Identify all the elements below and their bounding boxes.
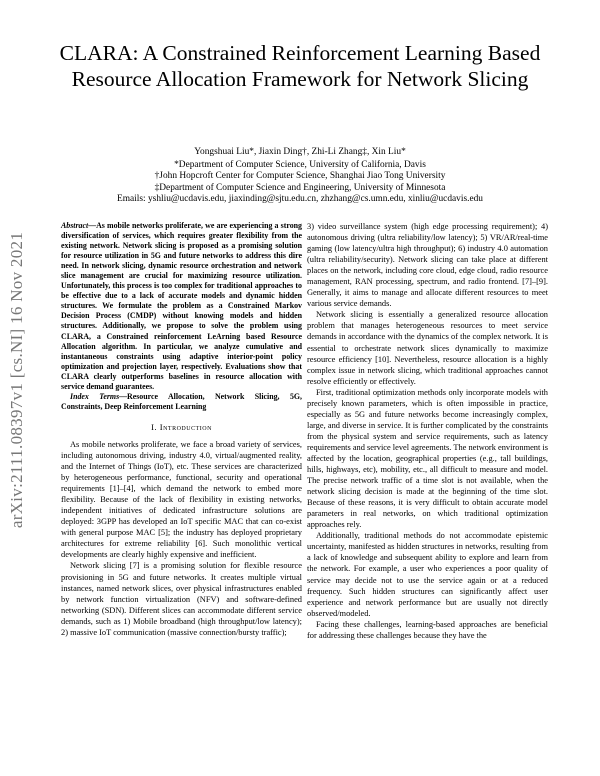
body-paragraph: 3) video surveillance system (high edge processing requirement); 4) autonomous driving (ultra reliability/low latency); 5) VR/AR/real-time gaming (low latency/ultra high throughput); 6) industry 4.0 automation (ultra reliability/security). Network slicing can take place at different places on the network, including core cloud, edge cloud, radio resource management, RAN processing, spectrum, and radio frontend. [7]–[9]. Generally, it aims to manage and allocate different resources to meet various service demands. bbox=[307, 222, 548, 309]
affiliation-1: *Department of Computer Science, University of California, Davis bbox=[174, 159, 426, 170]
paper-title: CLARA: A Constrained Reinforcement Learning Based Resource Allocation Framework for Network Slicing bbox=[59, 41, 541, 91]
body-paragraph: Network slicing [7] is a promising solution for flexible resource provisioning in 5G and future networks. It creates multiple virtual instances, named network slices, over physical infrastructures enabled by network function virtualization (NFV) and software-defined networking (SDN). Different slices can accommodate different service demands, such as 1) Mobile broadband (high throughput/low latency); 2) massive IoT communication (massive connection/bursty traffic); bbox=[61, 561, 302, 637]
abstract-label: Abstract bbox=[61, 221, 89, 230]
section-heading: I. Introduction bbox=[151, 421, 212, 432]
body-paragraph: Facing these challenges, learning-based approaches are beneficial for addressing these challenges because they have the bbox=[307, 619, 548, 640]
affiliation-3: ‡Department of Computer Science and Engineering, University of Minnesota bbox=[154, 182, 446, 193]
right-column bbox=[307, 221, 548, 641]
author-names: Yongshuai Liu*, Jiaxin Ding†, Zhi-Li Zhang‡, Xin Liu* bbox=[194, 147, 406, 157]
affiliation-2: †John Hopcroft Center for Computer Science, Shanghai Jiao Tong University bbox=[154, 171, 446, 182]
left-column bbox=[61, 221, 302, 638]
body-paragraph: First, traditional optimization methods only incorporate models with precisely known parameters, which is often impossible in practice, especially as 5G and future networks become increasingly complex, large, and diverse in service. It is further complicated by the constraints from the physical system and service requirements, such as latency requirements and service level agreements. The network environment is affected by the location, geographical properties (e.g., tall buildings, hills, highways, etc), mobility, etc., all difficult to measure and model. The precise network traffic of a time slot is not available, when the network slicing decision is made at the beginning of the time slot. Because of these reasons, it is very difficult to obtain accurate model parameters in real networks, on which traditional optimization approaches rely. bbox=[307, 387, 549, 530]
author-emails: Emails: yshliu@ucdavis.edu, jiaxinding@sjtu.edu.cn, zhzhang@cs.umn.edu, xinliu@ucdavis.edu bbox=[117, 194, 483, 205]
abstract-text: —As mobile networks proliferate, we are experiencing a strong diversification of services, which requires greater flexibility from the existing network. Network slicing is proposed as a promising solution for resource utilization in 5G and future networks to address this dire need. In network slicing, dynamic resource orchestration and network slice management are crucial for maximizing resource utilization. Unfortunately, this process is too complex for traditional approaches to be effective due to a lack of accurate models and dynamic hidden structures. We formulate the problem as a Constrained Markov Decision Process (CMDP) without knowing models and hidden structures. Additionally, we propose to solve the problem using CLARA, a Constrained reinforcement LeArning based Resource Allocation algorithm. In particular, we analyze cumulative and instantaneous constraints using adaptive interior-point policy optimization and projection layer, respectively. Evaluations show that CLARA clearly outperforms baselines in resource allocation with service demand guarantees. bbox=[61, 221, 302, 391]
arxiv-sidebar bbox=[6, 200, 28, 560]
body-paragraph: Network slicing is essentially a generalized resource allocation problem that manages heterogeneous resources to meet service demands in accordance with the dynamics of the complex network. It is essential to orchestrate network slices dynamically to maximize resource efficiency [10]. Nevertheless, resource allocation is a highly complex issue in network slicing, which traditional approaches cannot resolve efficiently or effectively. bbox=[307, 310, 548, 386]
index-terms-text: —Resource Allocation, Network Slicing, 5G, Constraints, Deep Reinforcement Learning bbox=[61, 391, 302, 411]
body-paragraph: As mobile networks proliferate, we face a broad variety of services, including autonomous driving, industry 4.0, virtual/augmented reality, and the Internet of Things (IoT), etc. These services are characterized by heterogeneous performance, functional, security and operational requirements [1]–[4], which demand the network to embed more flexibility. Because of the lack of flexibility in existing networks, independent initiatives of dedicated infrastructure solutions are deployed: 3GPP has developed an IoT specific MAC that can co-exist with general purpose MAC [5]; the industry has deployed proprietary architectures for extreme reliability [6]. Such monolithic vertical developments are clearly highly expensive and inefficient. bbox=[61, 439, 302, 560]
arxiv-identifier[interactable]: arXiv:2111.08397v1 [cs.NI] 16 Nov 2021 bbox=[7, 231, 26, 529]
index-terms-label: Index Terms bbox=[70, 391, 120, 401]
author-block bbox=[50, 147, 550, 206]
body-paragraph: Additionally, traditional methods do not accommodate epistemic uncertainty, manifested as hidden structures in networks, resulting from a lack of knowledge and subsequent ability to explore and learn from the network. For example, a user who experiences a poor quality of service may decide not to use the service again or at a reduced frequency. Such hidden structures can significantly affect user experience and network performance but are usually not directly observed/modeled. bbox=[307, 531, 548, 618]
abstract bbox=[61, 221, 302, 392]
index-terms bbox=[61, 392, 302, 412]
